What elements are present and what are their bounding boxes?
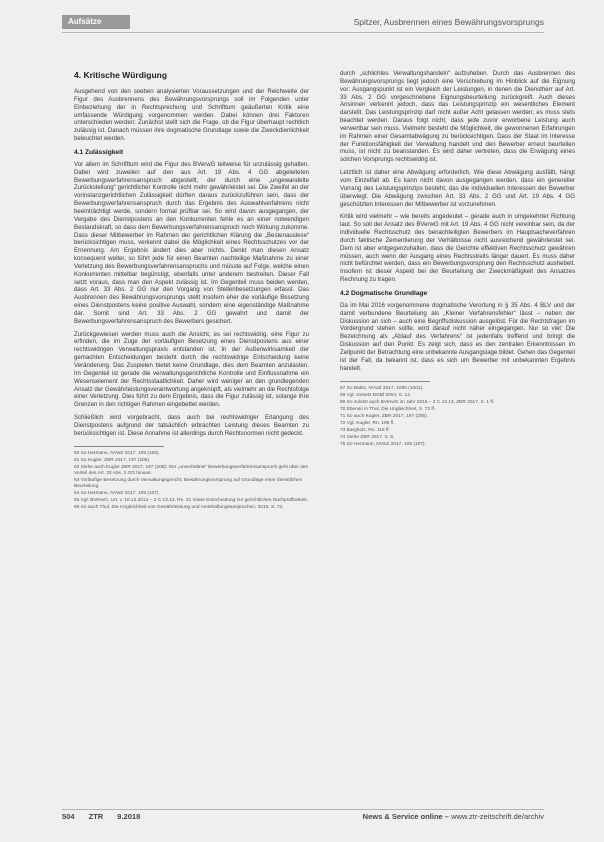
paragraph: Vor allem im Schrifttum wird die Figur des BVerwG teilweise für unzulässig gehalten. Dabei wird zuweilen auf den aus Art. 19 Abs. 4 GG abgeleiteten Bewerbungsverfahrensanspruch abgestellt, der durch eine „ungewandelte Zurückstellung“ gerichtlicher Kontrolle nicht mehr gewährleistet sei. Die Zweifel an der vorinstanzgerichtlichen Zulässigkeit dürften daraus zurückzuführen sein, dass der Bewerbungsverfahrensanspruch durch das Ergebnis des Auswahlverfahrens nicht beeinträchtigt werde, sondern formal prüfbar sei. So wird davon ausgegangen, der Vergabe des Dienstpostens an den Konkurrenten fehle es an einer notwendigen Bestandskraft, so dass dem Bewerbungsverfahrensanspruch noch Wirkung zukomme. Dass dieser Mitbewerber im Rahmen der gerichtlichen Klärung die „Bestenauslese“ berücksichtigen muss, verkennt dabei die Möglichkeit eines Rechtsschutzes vor der Ernennung. Am Ergebnis ändert dies aber nichts. Denkt man diesen Ansatz konsequent weiter, so führt jede für einen Beamten nachteilige Maßnahme zu einer Verletzung des Bewerbungsverfahrensanspruchs und müsste auf Folge, welche einen Konkurrenten mittelbar begünstigt, ebenfalls unter anderem bestreiten. Dieser Fall setzt voraus, dass man den Aspekt zulässig ist. Im Gegenteil muss beiden werden, dass Art. 33 Abs. 2 GG nur den Vorgang von Stellenbesetzungen erfasst. Das Ausbrennen des Bewährungsvorsprungs stellt insofern eher die vorläufige Besetzung eines Dienstpostens keine positive Auswahl, sondern eine eigenständige Maßnahme dar. Somit sind Art. 33 Abs. 2 GG gewahrt und damit der Bewerbungsverfahrensanspruch des Bewerbers gesichert. (74, 160, 309, 325)
footnote: 66 So auch Thul, Die Ungleichheit von Gewährleistung und Amtshaftungsansprüchen, 2016, S. 73. (74, 505, 284, 511)
paragraph: Da im Mai 2016 vorgenommene dogmatische Verortung in § 35 Abs. 4 BLV und der damit verbundene Beurteilung als „Kleiner Verfahrensfehler“ lässt – neben der Diskussion an sich – auch eine Begriffsdiskussion ausgelöst. Für die Rechtsfragen im Vordergrund stehen sollte, wird darauf nicht näher eingegangen. Nur so viel: Die Bezeichnung als „Ablauf des Verfahrens“ ist jedenfalls treffend und bringt die Diskussion auf den Punkt. Es zeigt sich, dass es den zentralen Erkenntnissen im Zeitpunkt der Betrachtung eine unbekannte Ausgangslage bildet. Gehen das Gegenteil ist der Fall, da bekannt ist, dass es sich um Bewerber mit unbekannten Ergebnis handelt. (340, 301, 575, 372)
footnote: 75 So Hermann, NVwZ 2017, 105 (107). (340, 442, 426, 448)
footnote: 60 So Hermann, NVwZ 2017, 105 (106). (74, 450, 160, 456)
footnote: 64 So Hermann, NVwZ 2017, 105 (107). (74, 491, 160, 497)
footer-divider (62, 809, 544, 810)
footnote: 61 So Kugler, ZBR 2017, 197 (205). (74, 457, 151, 463)
subsection-heading: 4.1 Zulässigkeit (74, 148, 124, 156)
running-title: Spitzer, Ausbrennen eines Bewährungsvorsprungs (353, 17, 544, 27)
footnote: 74 Siehe ZBR 2017, S. 5. (340, 435, 395, 441)
footnotes (340, 386, 575, 449)
footer-issue (62, 812, 152, 821)
paragraph: Ausgehend von den soeben analysierten Voraussetzungen und der Reichweite der Figur des Ausbrennens des Bewährungsvorsprungs soll im Folgenden unter Einbeziehung der in Rechtsprechung und Schrifttum geäußerten Kritik eine umfassende Würdigung vorgenommen werden. Dabei können drei Faktoren unterschieden werden: Zunächst stellt sich die Frage, ob die Figur überhaupt rechtlich zulässig ist. Danach müssen ihre dogmatische Grundlage sowie die Zweckdienlichkeit beleuchtet werden. (74, 88, 309, 143)
footer-promo (363, 812, 544, 821)
paragraph: Letztlich ist daher eine Abwägung erforderlich. Wie diese Abwägung ausfällt, hängt vom Einzelfall ab. Es kann nicht davon ausgegangen werden, dass ein genereller Vorrang des Leistungsprinzips besteht, das die individuellen Interessen der Bewerber überwiegt. Die Abwägung zwischen Art. 33 Abs. 2 GG und Art. 19 Abs. 4 GG geschützten Interessen der Mitbewerber ist vorzunehmen. (340, 169, 575, 208)
paragraph: Zurückgewiesen werden muss auch die Ansicht, es sei rechtswidrig, eine Figur zu erfinden, die im Zuge der vorläufigen Besetzung eines Dienstpostens aus einer rechtswidrigen Verwaltungspraxis entstanden ist. In der Außenwirksamkeit der gemachten Entscheidungen besteht durch die rechtswidrige Entscheidung keine Veränderung. Das Zuspielen bietet keine Grundlage, dies dem Beamten anzulasten. Im Gegenteil ist gerade die verwaltungsgerichtliche Kontrolle und Einflussnahme ein Wesenselement der Rechtsstaatlichkeit. Daher wird weniger an den grundlegenden Ansatz der Gewährleistungsverantwortung angeknüpft, als vielmehr an die Rechtsfolge einer Verletzung. Dies führt zu dem Ergebnis, dass die Figur zulässig ist, solange ihre Grenzen in den richtigen Rahmen eingebettet werden. (74, 330, 309, 409)
paragraph: Schließlich wird vorgebracht, dass auch bei rechtswidriger Erlangung des Dienstpostens aufgrund der tatsächlich erbrachten Leistung dieses Beamten zu berücksichtigen ist. Diese Annahme ist allerdings durch Rechtsnormen nicht gedeckt. (74, 414, 309, 437)
left-column (74, 70, 309, 512)
footnote: 73 Bargholz, Rn. 116 ff. (340, 428, 390, 434)
archive-link[interactable]: www.ztr-zeitschrift.de/archiv (451, 812, 544, 821)
right-column (340, 70, 575, 449)
header-divider (62, 32, 544, 33)
footnotes (74, 451, 309, 512)
promo-text: News & Service online – (362, 812, 449, 821)
footnote: 72 Vgl. Kugler, Rn. 196 ff. (340, 421, 395, 426)
paragraph: durch „schlichtes Verwaltungshandeln“ aufzuheben. Durch das Ausbrennen des Bewährungsvorsprungs liegt jedoch eine Verschiebung im Hinblick auf die Eignung vor: Ausgangspunkt ist ein Vergleich der Leistungen, in denen die Dienstherr auf Art. 33 Abs. 2 GG vorgeschriebene Eignungsbeurteilung zurückgreift. Auch dieses Ansinnen verkennt jedoch, dass das Leistungsprinzip ein wesentliches Element darstellt. Das Leistungsprinzip darf nicht außer Acht gelassen werden; es muss stets beachtet werden. Daraus folgt nicht, dass jede zuvor erworbene Leistung auch verwertbar sein muss. Vielmehr besteht die Möglichkeit, die gewonnenen Erfahrungen im Rahmen einer Gesamtabwägung zu berücksichtigen. Dass der Staat im Interesse der Funktionsfähigkeit der Verwaltung handelt und den Bewerber erneut beurteilen muss, ist nicht zu beanstanden. Es wird daher vertreten, dass die Erwägung eines solchen Vorsprungs rechtswidrig ist. (340, 70, 575, 164)
page-number: 504 (62, 812, 75, 821)
footnote: 68 Vgl. Gesetz BGBl 2004, S. 12. (340, 392, 412, 398)
section-tag: Aufsätze (62, 15, 130, 29)
footnote-divider (340, 381, 430, 382)
footnote: 71 So auch Kugler, ZBR 2017, 197 (205). (340, 413, 428, 419)
journal-name: ZTR (88, 812, 104, 821)
issue-number: 9.2018 (117, 812, 141, 821)
subsection-heading: 4.2 Dogmatische Grundlage (340, 289, 428, 297)
footnote: 62 Siehe auch Kugler ZBR 2017, 197 (205): Der „unverhältnis“ Bewerbungsverfahrensanspruch geht über den Vorteil des Art. 33 Abs. 2 GG hinaus. (74, 464, 309, 476)
footnote: 67 So Battis, NVwZ 2017, 1000 (1001). (340, 385, 424, 391)
footnote-divider (74, 446, 164, 447)
section-heading: 4. Kritische Würdigung (74, 70, 168, 80)
footnote: 65 Vgl. BVerwG, Urt. v. 10.12.2014 – 2 C 13.13, Rn. 31 sowie Entscheidung zur gerichtlichen Nachprüfbarkeit. (74, 498, 309, 504)
footnote: 70 Ebenso in Thul, Die Ungleichheit, S. 73 ff. (340, 406, 436, 412)
footnote: 69 So zuletzt auch BVerwG im Jahr 2016 – 2 C 13.13, ZBR 2017, S. 1 ff. (340, 399, 495, 405)
paragraph: Kritik wird vielmehr – wie bereits angedeutet – gerade auch in umgekehrter Richtung laut. So soll der Ansatz des BVerwG mit Art. 19 Abs. 4 GG nicht vereinbar sein, da der individuelle Rechtsschutz des benachteiligten Bewerbers im Hauptsacheverfahren durch faktische Zementierung der Verhältnisse nicht ausreichend gewährleistet sei. Dem ist aber entgegenzuhalten, dass die Gerichte effektiven Rechtsschutz gewähren müssen, auch wenn der Ausgang eines Rechtsstreits länger dauert. Es muss daher nicht befürchtet werden, dass ein Bewerbungsvorsprung den Rechtsschutz aushebelt. Insofern ist dieser Aspekt bei der Beurteilung der Zweckmäßigkeit des Ansatzes Rechnung zu tragen. (340, 213, 575, 284)
footnote: 63 Vorläufige Besetzung durch Verwaltungsgericht; Bewährungsvorsprung auf Grundlage einer dienstlichen Beurteilung. (74, 477, 303, 490)
